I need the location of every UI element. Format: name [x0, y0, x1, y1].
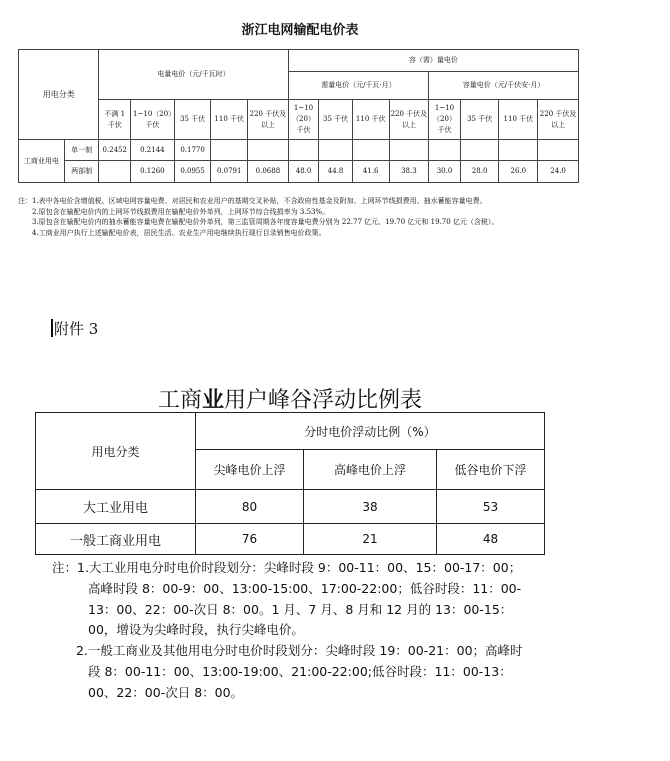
cell: 0.0688 — [248, 161, 289, 183]
header-energy-price: 电量电价（元/千瓦时） — [99, 50, 288, 100]
cell: 28.0 — [460, 161, 499, 183]
col-header: 110 千伏 — [499, 100, 538, 140]
col-header: 220 千伏及以上 — [538, 100, 579, 140]
col-header: 35 千伏 — [319, 100, 353, 140]
cell: 38 — [304, 490, 437, 524]
note-line: 3.原包含在输配电价内的抽水蓄能容量电费在输配电价外单列，第三监管周期各年度容量电费分别为 22.77 亿元、19.70 亿元和 19.70 亿元（含税）。 — [32, 218, 499, 226]
cell: 53 — [437, 490, 545, 524]
cell: 48.0 — [288, 161, 319, 183]
table2-notes — [52, 558, 532, 704]
tariff-table — [18, 49, 579, 183]
note-paragraph: 注：1.大工业用电分时电价时段划分：尖峰时段 9：00-11：00、15：00-17：00；高峰时段 8：00-9：00、13:00-15:00、17:00-22:00；低谷时段：11：00-13：00、22：00-次日 8：00。1 月、7 月、8 月和 12 月的 13：00-15：00，增设为尖峰时段，执行尖峰电价。 — [52, 560, 522, 638]
cell: 44.8 — [319, 161, 353, 183]
text-cursor — [51, 319, 53, 337]
header-capacity-price: 容（需）量电价 — [288, 50, 578, 72]
row-label: 两部制 — [64, 161, 99, 183]
attachment-label — [51, 318, 98, 339]
header-cap-price: 容量电价（元/千伏安·月） — [429, 72, 579, 100]
note-line: 4.工商业用户执行上述输配电价表，居民生活、农业生产用电继续执行现行目录销售电价政策。 — [32, 228, 326, 237]
col-header: 1~10（20）千伏 — [429, 100, 461, 140]
header-category: 用电分类 — [36, 413, 196, 490]
col-header: 尖峰电价上浮 — [196, 450, 304, 490]
col-header: 35 千伏 — [174, 100, 211, 140]
col-header: 220 千伏及以上 — [389, 100, 429, 140]
table1-title: 浙江电网输配电价表 — [241, 23, 359, 38]
cell: 26.0 — [499, 161, 538, 183]
cell: 0.2144 — [130, 140, 174, 161]
cell: 41.6 — [352, 161, 389, 183]
cell: 0.1260 — [130, 161, 174, 183]
cell: 0.0955 — [174, 161, 211, 183]
header-demand-price: 需量电价（元/千瓦·月） — [288, 72, 428, 100]
cell: 48 — [437, 524, 545, 555]
col-header: 低谷电价下浮 — [437, 450, 545, 490]
row-label: 单一制 — [64, 140, 99, 161]
col-header: 220 千伏及以上 — [248, 100, 289, 140]
col-header: 110 千伏 — [211, 100, 248, 140]
col-header: 35 千伏 — [460, 100, 499, 140]
col-header: 1~10（20）千伏 — [130, 100, 174, 140]
cell: 21 — [304, 524, 437, 555]
attachment-text: 附件 3 — [54, 320, 99, 338]
cell: 0.2452 — [99, 140, 131, 161]
cell — [99, 161, 131, 183]
cell: 38.3 — [389, 161, 429, 183]
cell: 0.0791 — [211, 161, 248, 183]
table1-notes — [18, 196, 618, 238]
cell: 30.0 — [429, 161, 461, 183]
header-float-ratio: 分时电价浮动比例（%） — [196, 413, 545, 450]
col-header: 1~10（20）千伏 — [288, 100, 319, 140]
note-line: 2.原包含在输配电价内的上网环节线损费用在输配电价外单列，上网环节综合线损率为 3.53%。 — [32, 207, 330, 216]
table2-title: 工商业用户峰谷浮动比例表 — [157, 388, 423, 413]
cell: 0.1770 — [174, 140, 211, 161]
row-label: 一般工商业用电 — [36, 524, 196, 555]
cell: 24.0 — [538, 161, 579, 183]
header-category: 用电分类 — [19, 50, 99, 140]
note-paragraph: 2.一般工商业及其他用电分时电价时段划分：尖峰时段 19：00-21：00；高峰时段 8：00-11：00、13:00-19:00、21:00-22:00;低谷时段：11：00-13：00、22：00-次日 8：00。 — [76, 643, 523, 700]
note-line: 注：1.表中各电价含增值税、区域电网容量电费、对居民和农业用户的基期交叉补贴，不含政府性基金及附加、上网环节线损费用、抽水蓄能容量电费。 — [18, 197, 487, 205]
col-header: 不满 1 千伏 — [99, 100, 131, 140]
row-label: 大工业用电 — [36, 490, 196, 524]
cell: 76 — [196, 524, 304, 555]
peak-valley-table — [35, 412, 545, 555]
col-header: 高峰电价上浮 — [304, 450, 437, 490]
cell: 80 — [196, 490, 304, 524]
col-header: 110 千伏 — [352, 100, 389, 140]
row-group-label: 工商业用电 — [19, 140, 65, 183]
